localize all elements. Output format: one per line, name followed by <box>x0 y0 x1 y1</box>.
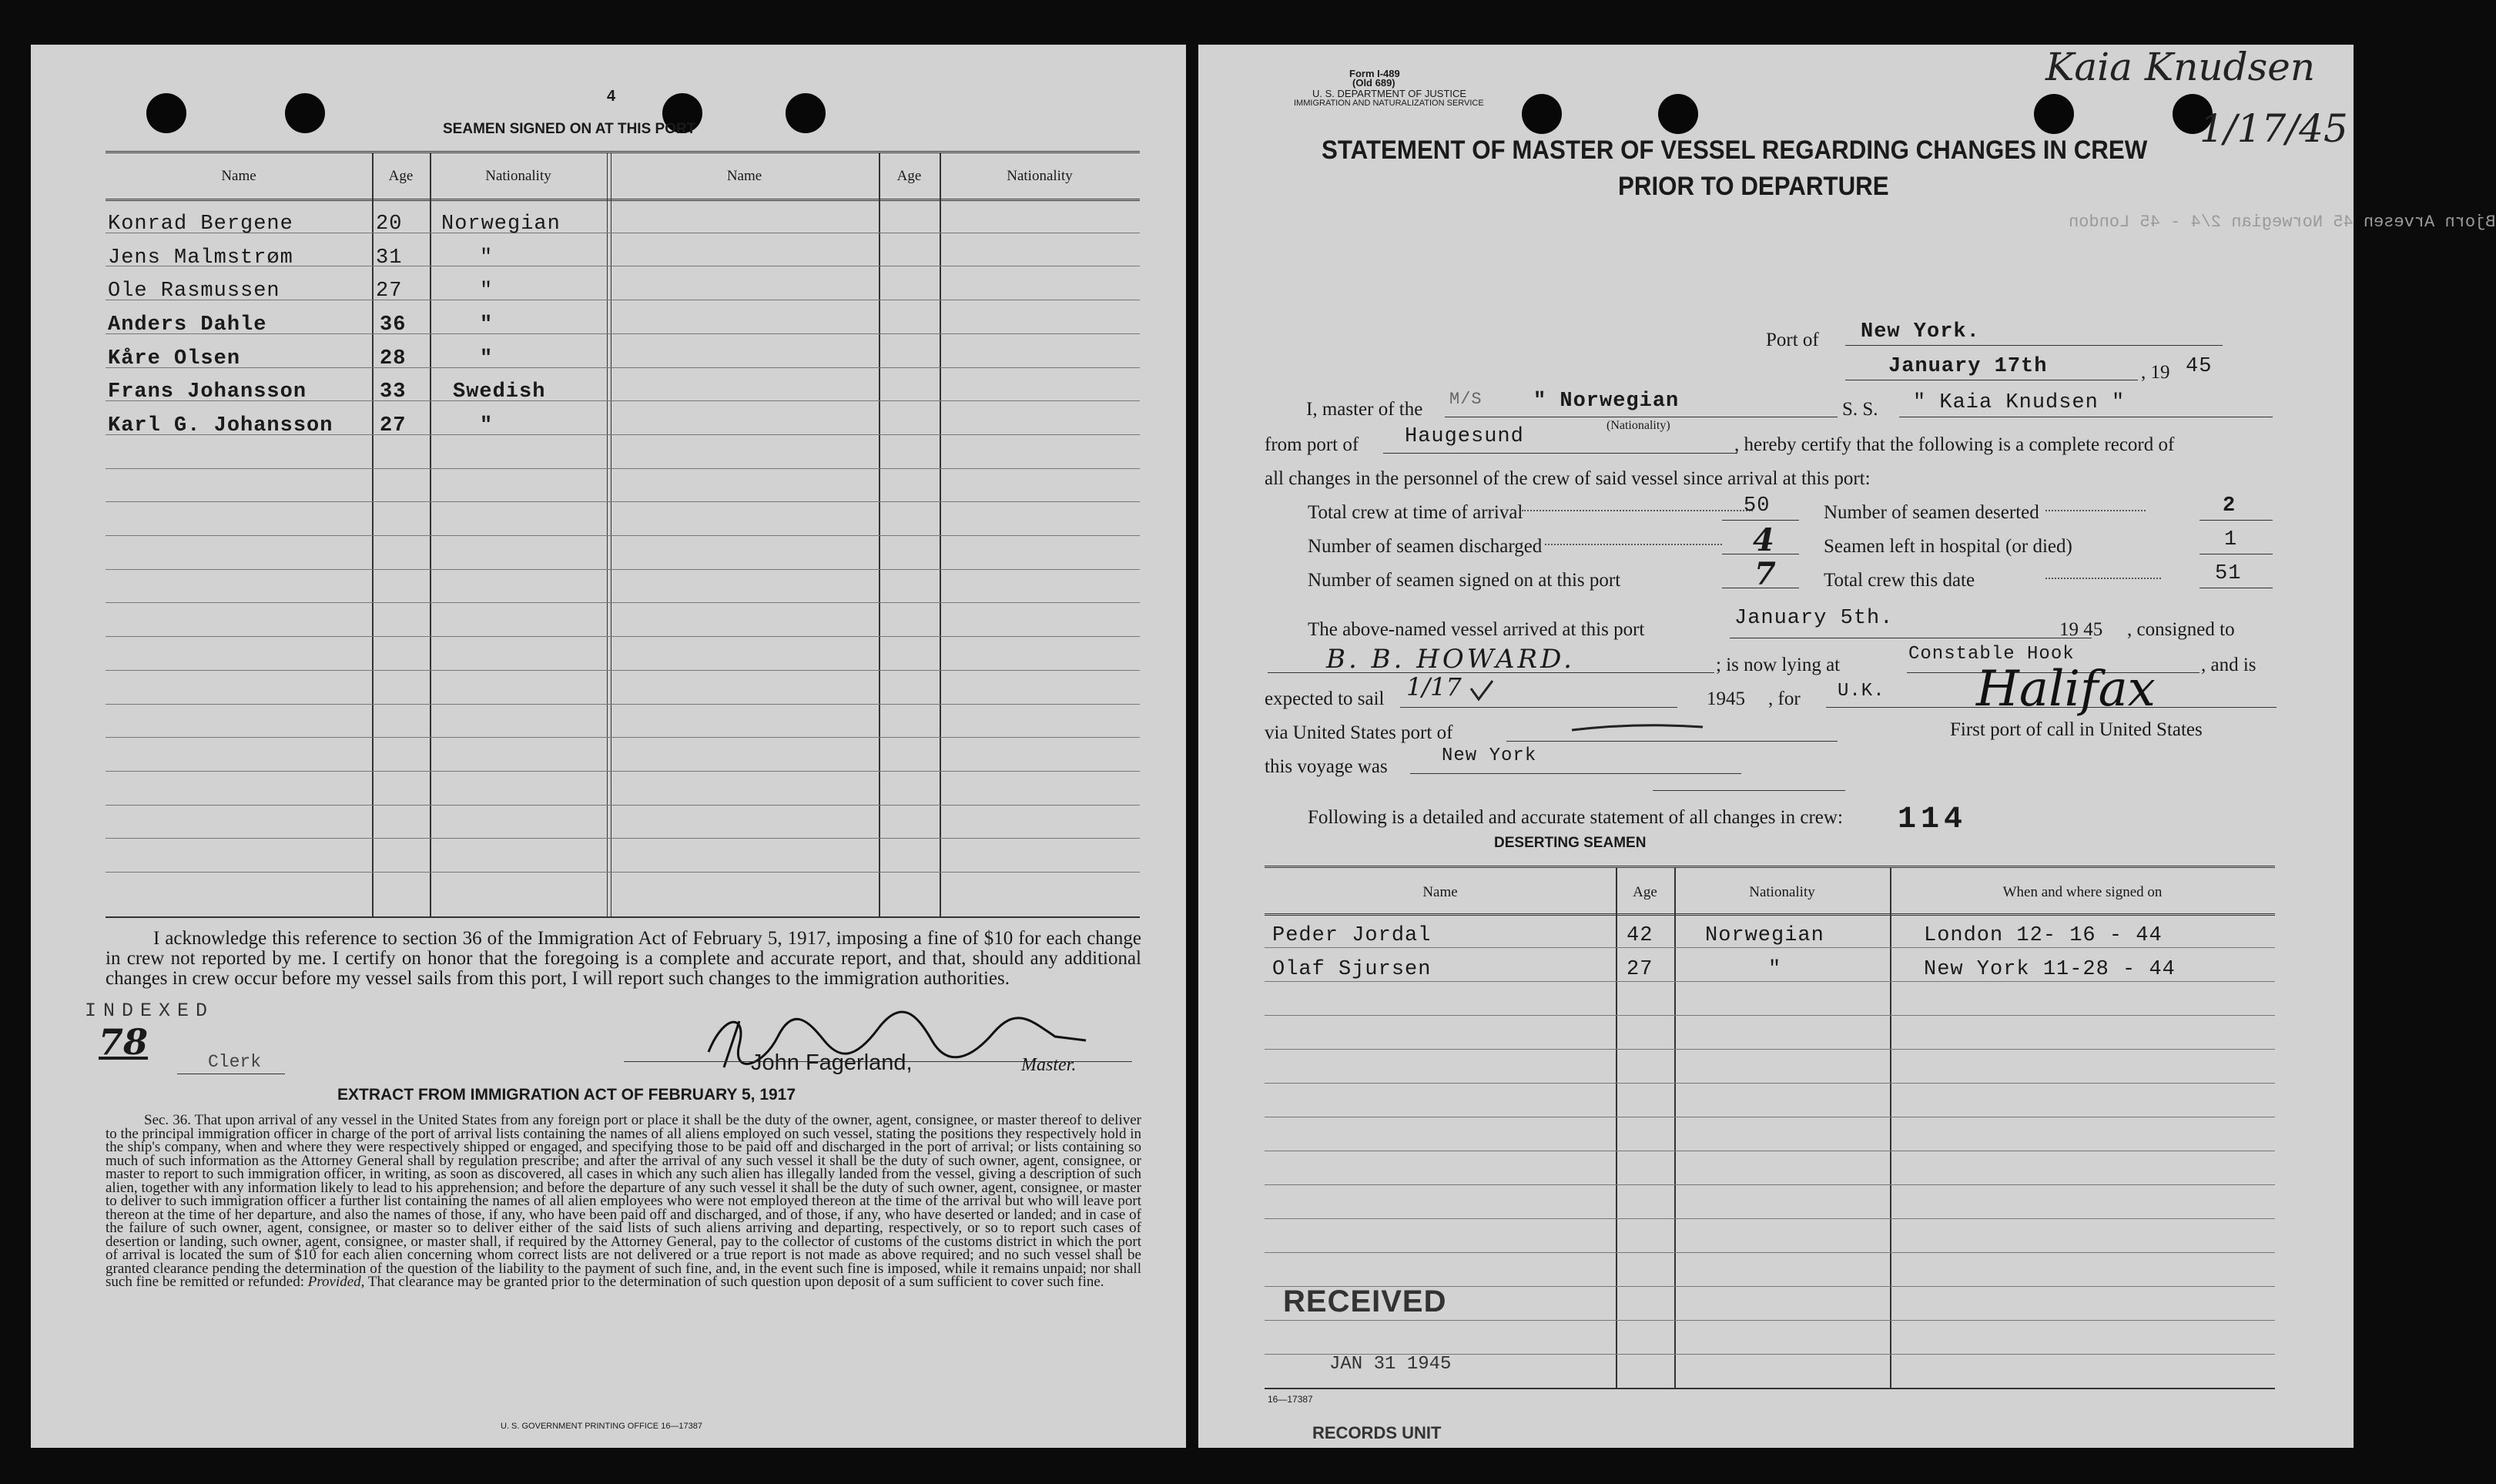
bleed-through-text: Bjorn Arvesen 45 Norwegian 2/4 - 45 London <box>2069 213 2496 232</box>
row-nationality: " <box>480 280 494 303</box>
for-value: U.K. <box>1838 681 1885 702</box>
dot-leader <box>2045 510 2146 511</box>
ss-label: S. S. <box>1842 399 1878 420</box>
discharged-value: 4 <box>1753 522 1774 558</box>
change-tally: 114 <box>1898 802 1968 837</box>
voyage-line <box>1410 773 1741 774</box>
dot-leader <box>2045 578 2161 579</box>
row-nationality: " <box>480 347 494 370</box>
col-header-nationality: Nationality <box>485 168 551 184</box>
deserter-signed: New York 11-28 - 44 <box>1924 958 2176 981</box>
deserter-age: 42 <box>1627 924 1653 947</box>
row-name: Anders Dahle <box>108 313 267 337</box>
form-number: Form I-489 <box>1349 68 1400 79</box>
column-divider <box>607 152 611 916</box>
acknowledgment-text: I acknowledge this reference to section 36 of the Immigration Act of February 5, 1917, imposing a fine of $10 for each change in crew not reported by me. I certify on honor that the foregoing is a complete and accurate report, and that, should any additional changes in crew occur before my vessel sails from this port, I will report such changes to the immigration authorities. <box>106 928 1141 989</box>
deserter-age: 27 <box>1627 958 1653 981</box>
row-nationality: " <box>480 246 494 270</box>
consignee-line <box>1268 672 1714 673</box>
signed-on-label: Number of seamen signed on at this port <box>1308 570 1621 591</box>
deserting-title: DESERTING SEAMEN <box>1494 835 1647 851</box>
section-title: SEAMEN SIGNED ON AT THIS PORT <box>443 121 696 137</box>
table-top-rule <box>1265 866 2275 868</box>
col-header-age: Age <box>388 168 414 184</box>
col-header-nationality-2: Nationality <box>1007 168 1073 184</box>
punch-hole <box>1522 94 1562 134</box>
row-nationality: " <box>480 313 494 337</box>
old-form-number: (Old 689) <box>1352 77 1395 89</box>
row-age: 20 <box>376 213 403 236</box>
master-name: John Fagerland, <box>751 1050 913 1075</box>
row-nationality: " <box>480 414 494 437</box>
page-number: 4 <box>607 88 616 105</box>
row-rule <box>106 838 1140 839</box>
punch-hole <box>2034 94 2074 134</box>
received-stamp: RECEIVED <box>1283 1285 1447 1318</box>
dot-leader <box>1522 510 1753 511</box>
signed-on-value: 7 <box>1754 556 1776 592</box>
expected-value: 1/17 <box>1406 672 1462 702</box>
dot-leader <box>1545 544 1722 545</box>
from-port-value: Haugesund <box>1405 425 1524 448</box>
total-arrival-label: Total crew at time of arrival <box>1308 502 1523 523</box>
desert-header-signed: When and where signed on <box>2002 884 2163 900</box>
extract-title: EXTRACT FROM IMMIGRATION ACT OF FEBRUARY 5, 1917 <box>337 1086 796 1104</box>
nationality-caption: (Nationality) <box>1606 419 1670 432</box>
deserted-value: 2 <box>2223 494 2236 518</box>
col-header-name-2: Name <box>726 168 762 184</box>
row-rule <box>106 535 1140 536</box>
row-rule <box>106 670 1140 671</box>
punch-hole <box>285 93 325 133</box>
row-name: Jens Malmstrøm <box>108 246 293 270</box>
left-page <box>31 45 1186 1448</box>
desert-header-age: Age <box>1633 884 1657 900</box>
row-rule <box>106 468 1140 469</box>
year-value: 45 <box>2186 355 2213 378</box>
indexed-number: 78 <box>99 1021 149 1063</box>
port-line <box>1845 345 2223 346</box>
row-rule <box>1265 981 2275 982</box>
row-rule <box>1265 1252 2275 1253</box>
consignee: B. B. HOWARD. <box>1326 644 1575 675</box>
row-rule <box>106 367 1140 368</box>
punch-hole <box>146 93 186 133</box>
column-divider <box>940 152 941 916</box>
destination-handwriting: Halifax <box>1976 661 2156 718</box>
column-divider <box>1674 867 1676 1388</box>
hospital-value: 1 <box>2224 528 2238 551</box>
master-label: Master. <box>1021 1055 1077 1075</box>
lying-label: ; is now lying at <box>1716 655 1841 675</box>
certify-text-2: all changes in the personnel of the crew of said vessel since arrival at this port: <box>1265 468 1871 489</box>
row-name: Ole Rasmussen <box>108 280 280 303</box>
row-rule <box>1265 1015 2275 1016</box>
received-date: JAN 31 1945 <box>1329 1354 1452 1375</box>
expected-label: expected to sail <box>1265 688 1385 709</box>
section-label: Sec. 36. <box>144 1112 191 1128</box>
column-divider <box>879 152 880 916</box>
col-header-name: Name <box>221 168 256 184</box>
row-rule <box>1265 947 2275 948</box>
desert-header-nationality: Nationality <box>1749 884 1815 900</box>
table-bottom-rule <box>106 916 1140 918</box>
expected-year: 1945 <box>1707 688 1745 709</box>
row-rule <box>106 636 1140 637</box>
row-rule <box>1265 1184 2275 1185</box>
row-age: 27 <box>376 280 403 303</box>
form-title: STATEMENT OF MASTER OF VESSEL REGARDING CHANGES IN CREW <box>1322 136 2148 165</box>
column-divider <box>430 152 431 916</box>
for-label: , for <box>1768 688 1801 709</box>
date-value: January 17th <box>1888 355 2048 378</box>
row-rule <box>106 501 1140 502</box>
section-body: That upon arrival of any vessel in the United States from any foreign port or place it shall be the duty of the owner, agent, consignee, or master thereof to deliver to the principal immigration officer in charge of the port of arrival lists containing the names of all aliens employed on such vessel, stating the positions they respectively hold in the ship's company, when and where they were respectively shipped or engaged, and specifying those to be paid off and discharged in the port of arrival; or lists containing so much of such information as the Attorney General shall by regulation prescribe; and after the arrival of any such vessel it shall be the duty of such owner, agent, consignee, or master to report to such immigration officer, in writing, as soon as discovered, all cases in which any such alien has illegally landed from the vessel, giving a description of such alien, together with any information likely to lead to his apprehension; and before the departure of any such vessel it shall be the duty of such owner, agent, consignee, or master to deliver to such immigration officer a further list containing the names of all alien employees who were not employed thereon at the time of the arrival but who will leave port thereon at the time of her departure, and also the names of those, if any, who have been paid off and discharged, and of those, if any, who have deserted or landed; and in case of the failure of such owner, agent, consignee, or master so to deliver either of the said lists of such aliens arriving and departing, respectively, or so to report such cases of desertion or landing, such owner, agent, consignee, or master shall, if required by the Attorney General, pay to the collector of customs of the customs district in which the port of arrival is located the sum of $10 for each alien concerning whom correct lists are not delivered or a true report is not made as above required; and no such vessel shall be granted clearance pending the determination of the question of the liability to the payment of such fine, and, in the event such fine is imposed, while it remains unpaid; nor shall such fine be remitted or refunded: <box>106 1112 1142 1290</box>
service: IMMIGRATION AND NATURALIZATION SERVICE <box>1294 99 1484 108</box>
voyage-label: this voyage was <box>1265 756 1388 777</box>
row-age: 31 <box>376 246 403 270</box>
voyage-value: New York <box>1442 745 1537 766</box>
discharged-label: Number of seamen discharged <box>1308 536 1543 557</box>
row-name: Frans Johansson <box>108 380 307 404</box>
column-divider <box>1616 867 1617 1388</box>
via-line <box>1506 741 1838 742</box>
certify-text: , hereby certify that the following is a complete record of <box>1734 434 2175 455</box>
handwritten-vessel-name: Kaia Knudsen <box>2045 45 2316 89</box>
total-arrival-value: 50 <box>1744 494 1771 518</box>
table-header-rule <box>106 199 1140 201</box>
vessel-name: " Kaia Knudsen " <box>1913 391 2126 414</box>
row-age: 27 <box>380 414 407 437</box>
and-is-label: , and is <box>2201 655 2256 675</box>
row-rule <box>1265 1218 2275 1219</box>
value-line <box>2199 520 2273 521</box>
value-line <box>1722 520 1799 521</box>
row-nationality: Norwegian <box>441 213 561 236</box>
row-name: Kåre Olsen <box>108 347 241 370</box>
form-footer: 16—17387 <box>1268 1394 1313 1405</box>
deserter-nationality: " <box>1768 958 1782 981</box>
desert-header-name: Name <box>1422 884 1458 900</box>
row-rule <box>106 602 1140 603</box>
year-prefix: , 19 <box>2141 362 2170 383</box>
deserter-nationality: Norwegian <box>1705 924 1824 947</box>
following-label: Following is a detailed and accurate statement of all changes in crew: <box>1308 807 1843 828</box>
punch-hole <box>1658 94 1698 134</box>
from-port-line <box>1383 453 1737 454</box>
arrived-value: January 5th. <box>1734 607 1894 630</box>
nationality-value: " Norwegian <box>1533 390 1680 413</box>
section-tail: That clearance may be granted prior to the determination of such question upon deposit of a sum sufficient to cover such fine. <box>367 1274 1104 1290</box>
clerk-label: Clerk <box>208 1052 262 1072</box>
row-rule <box>106 737 1140 738</box>
lying-value: Constable Hook <box>1908 644 2075 665</box>
department: U. S. DEPARTMENT OF JUSTICE <box>1312 88 1467 99</box>
row-rule <box>1265 1049 2275 1050</box>
row-rule <box>1265 1083 2275 1084</box>
vessel-type: M/S <box>1449 390 1483 409</box>
total-date-label: Total crew this date <box>1824 570 1975 591</box>
deserted-label: Number of seamen deserted <box>1824 502 2039 523</box>
table-header-rule <box>1265 913 2275 916</box>
indexed-stamp: INDEXED <box>85 1000 215 1022</box>
deserter-name: Peder Jordal <box>1272 924 1432 947</box>
row-age: 33 <box>380 380 407 404</box>
consigned-label: , consigned to <box>2127 619 2235 640</box>
section-36-text <box>106 1114 1141 1289</box>
row-rule <box>106 805 1140 806</box>
punch-hole <box>786 93 826 133</box>
port-of-label: Port of <box>1766 330 1819 350</box>
printer-line: U. S. GOVERNMENT PRINTING OFFICE 16—17387 <box>501 1422 703 1431</box>
row-age: 36 <box>380 313 407 337</box>
handwritten-stroke <box>1568 707 1707 738</box>
row-age: 28 <box>380 347 407 370</box>
via-label: via United States port of <box>1265 722 1453 743</box>
table-bottom-rule <box>1265 1388 2275 1389</box>
col-header-age-2: Age <box>896 168 922 184</box>
column-divider <box>1890 867 1891 1388</box>
form-subtitle: PRIOR TO DEPARTURE <box>1618 172 1889 201</box>
row-name: Konrad Bergene <box>108 213 293 236</box>
table-top-rule <box>106 151 1140 153</box>
total-date-value: 51 <box>2215 562 2242 585</box>
right-page <box>1198 45 2496 1448</box>
handwritten-date: 1/17/45 <box>2199 106 2348 151</box>
first-port-label: First port of call in United States <box>1950 719 2203 740</box>
row-rule <box>106 704 1140 705</box>
section-provided: Provided, <box>307 1274 365 1290</box>
row-rule <box>106 569 1140 570</box>
row-rule <box>106 872 1140 873</box>
row-name: Karl G. Johansson <box>108 414 333 437</box>
row-rule <box>1265 1320 2275 1321</box>
arrived-year: 19 45 <box>2059 619 2103 640</box>
column-divider <box>372 152 374 916</box>
arrived-label: The above-named vessel arrived at this port <box>1308 619 1645 640</box>
from-port-label: from port of <box>1265 434 1359 455</box>
port-value: New York. <box>1861 320 1980 343</box>
row-rule <box>106 771 1140 772</box>
deserter-signed: London 12- 16 - 44 <box>1924 924 2163 947</box>
check-mark-icon <box>1468 678 1496 704</box>
master-of-label: I, master of the <box>1306 399 1423 420</box>
divider-rule <box>1653 790 1845 791</box>
hospital-label: Seamen left in hospital (or died) <box>1824 536 2072 557</box>
deserter-name: Olaf Sjursen <box>1272 958 1432 981</box>
row-nationality: Swedish <box>453 380 546 404</box>
records-unit-stamp: RECORDS UNIT <box>1312 1423 1442 1442</box>
